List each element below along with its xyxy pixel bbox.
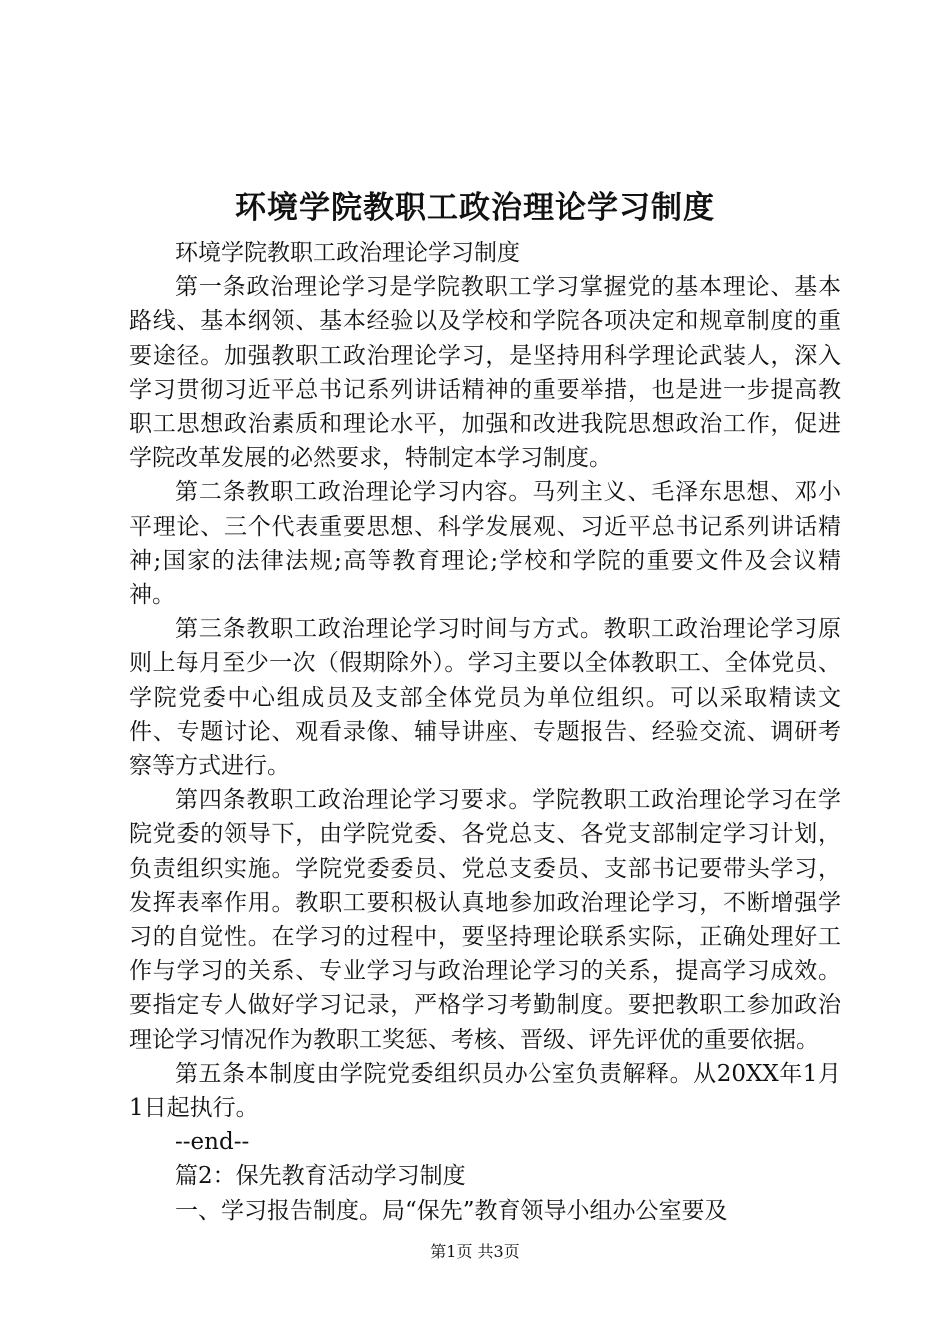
- paragraph-article-4: 第四条教职工政治理论学习要求。学院教职工政治理论学习在学院党委的领导下，由学院党委、各党总支、各党支部制定学习计划，负责组织实施。学院党委委员、党总支委员、支部书记要带头学习，发挥表率作用。教职工要积极认真地参加政治理论学习，不断增强学习的自觉性。在学习的过程中，要坚持理论联系实际，正确处理好工作与学习的关系、专业学习与政治理论学习的关系，提高学习成效。要指定专人做好学习记录，严格学习考勤制度。要把教职工参加政治理论学习情况作为教职工奖惩、考核、晋级、评先评优的重要依据。: [129, 787, 841, 1053]
- paragraph-article-3: 第三条教职工政治理论学习时间与方式。教职工政治理论学习原则上每月至少一次（假期除外）。学习主要以全体教职工、全体党员、学院党委中心组成员及支部全体党员为单位组织。可以采取精读文件、专题讨论、观看录像、辅导讲座、专题报告、经验交流、调研考察等方式进行。: [129, 616, 841, 780]
- paragraph-section-2-item-1: 一、学习报告制度。局“保先”教育领导小组办公室要及: [175, 1197, 728, 1224]
- page-footer: 第1页 共3页: [430, 1242, 520, 1261]
- document-title: 环境学院教职工政治理论学习制度: [235, 190, 715, 226]
- paragraph-section-2-title: 篇2：保先教育活动学习制度: [175, 1163, 466, 1190]
- paragraph-subtitle: 环境学院教职工政治理论学习制度: [175, 240, 520, 266]
- paragraph-article-1: 第一条政治理论学习是学院教职工学习掌握党的基本理论、基本路线、基本纲领、基本经验以及学校和学院各项决定和规章制度的重要途径。加强教职工政治理论学习，是坚持用科学理论武装人，深入学习贯彻习近平总书记系列讲话精神的重要举措，也是进一步提高教职工思想政治素质和理论水平，加强和改进我院思想政治工作，促进学院改革发展的必然要求，特制定本学习制度。: [129, 274, 841, 472]
- paragraph-end-marker: --end--: [175, 1129, 250, 1156]
- document-body: [129, 236, 841, 1228]
- paragraph-article-2: 第二条教职工政治理论学习内容。马列主义、毛泽东思想、邓小平理论、三个代表重要思想、科学发展观、习近平总书记系列讲话精神;国家的法律法规;高等教育理论;学校和学院的重要文件及会议精神。: [129, 479, 841, 609]
- paragraph-article-5: 第五条本制度由学院党委组织员办公室负责解释。从20XX年1月1日起执行。: [129, 1060, 841, 1122]
